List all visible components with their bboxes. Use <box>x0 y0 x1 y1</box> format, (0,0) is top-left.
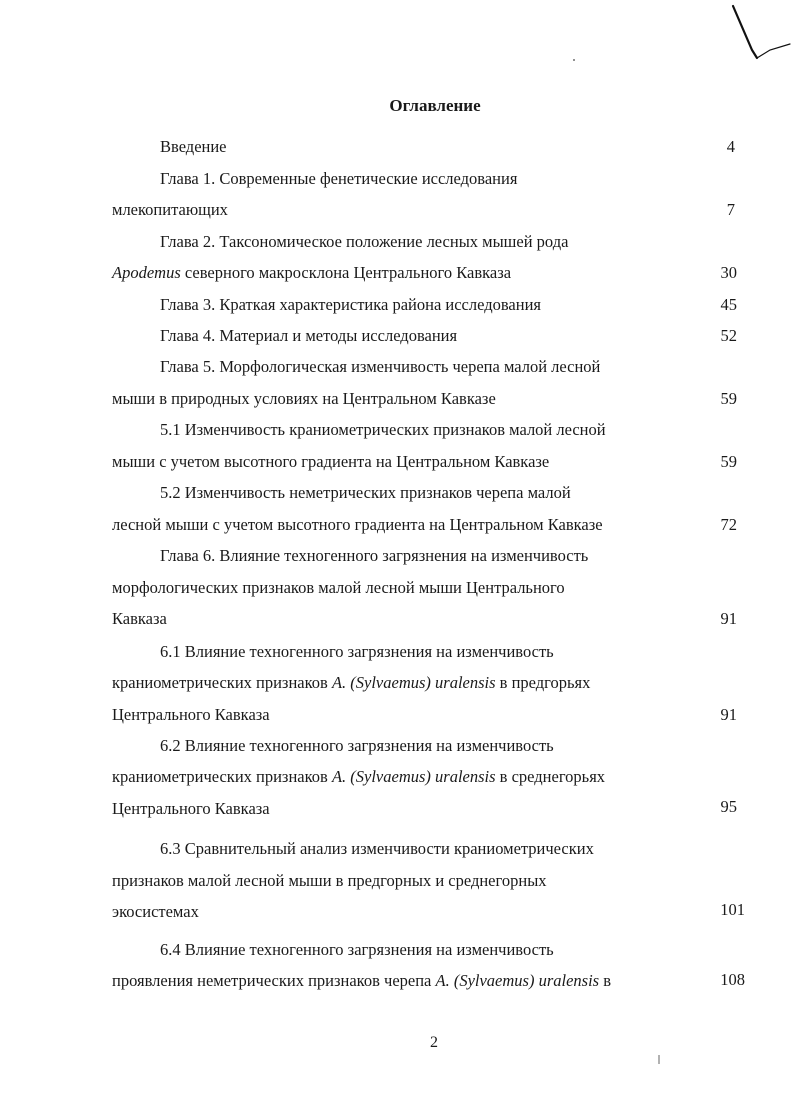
toc-entry-section-6-2-cont <box>112 767 605 787</box>
toc-page-number: 108 <box>720 970 745 989</box>
toc-page-number: 59 <box>720 389 737 408</box>
toc-page-number: 45 <box>720 295 737 314</box>
text: в среднегорьях <box>499 767 606 786</box>
text: проявления неметрических признаков черепа <box>112 971 432 990</box>
toc-page-number: 7 <box>726 200 735 219</box>
toc-entry-section-6-2-cont2: Центрального Кавказа <box>112 799 270 818</box>
toc-entry-chapter-6-cont: морфологических признаков малой лесной мыши Центрального <box>112 578 565 597</box>
toc-entry-section-5-2: 5.2 Изменчивость неметрических признаков черепа малой <box>160 483 571 502</box>
toc-entry-chapter-6-cont2: Кавказа <box>112 609 167 628</box>
toc-entry-section-6-2: 6.2 Влияние техногенного загрязнения на изменчивость <box>160 736 554 755</box>
toc-page-number: 4 <box>726 137 735 156</box>
toc-entry-chapter-3: Глава 3. Краткая характеристика района исследования <box>160 295 542 314</box>
toc-page-number: 95 <box>720 797 737 816</box>
chapter-2-text: северного макросклона Центрального Кавказа <box>184 263 512 282</box>
toc-entry-section-6-1-cont <box>112 673 590 693</box>
toc-page-number: 59 <box>720 452 737 471</box>
toc-page-number: 72 <box>720 515 737 534</box>
text: краниометрических признаков <box>112 767 328 786</box>
toc-entry-chapter-5: Глава 5. Морфологическая изменчивость черепа малой лесной <box>160 357 601 376</box>
toc-entry-section-5-1: 5.1 Изменчивость краниометрических признаков малой лесной <box>160 420 606 439</box>
toc-entry-section-5-2-cont: лесной мыши с учетом высотного градиента на Центральном Кавказе <box>112 515 603 534</box>
toc-entry-intro: Введение <box>160 137 227 156</box>
toc-entry-section-5-1-cont: мыши с учетом высотного градиента на Центральном Кавказе <box>112 452 550 471</box>
toc-entry-chapter-4: Глава 4. Материал и методы исследования <box>160 326 458 345</box>
toc-page-number: 101 <box>720 900 745 919</box>
toc-entry-chapter-2-cont <box>112 263 511 283</box>
toc-entry-chapter-5-cont: мыши в природных условиях на Центральном Кавказе <box>112 389 496 408</box>
genus-name: Apodemus <box>112 263 181 282</box>
toc-entry-section-6-4: 6.4 Влияние техногенного загрязнения на изменчивость <box>160 940 554 959</box>
species-name: A. (Sylvaemus) uralensis <box>435 971 600 990</box>
toc-entry-chapter-6: Глава 6. Влияние техногенного загрязнения на изменчивость <box>160 546 589 565</box>
toc-entry-chapter-2: Глава 2. Таксономическое положение лесных мышей рода <box>160 232 569 251</box>
page-number: 2 <box>430 1034 438 1051</box>
toc-entry-chapter-1-cont: млекопитающих <box>112 200 228 219</box>
toc-title: Оглавление <box>389 96 481 115</box>
toc-entry-section-6-1-cont2: Центрального Кавказа <box>112 705 270 724</box>
species-name: A. (Sylvaemus) uralensis <box>331 673 496 692</box>
toc-entry-section-6-3-cont2: экосистемах <box>112 902 199 921</box>
species-name: A. (Sylvaemus) uralensis <box>331 767 496 786</box>
toc-entry-section-6-3: 6.3 Сравнительный анализ изменчивости краниометрических <box>160 839 594 858</box>
toc-entry-section-6-1: 6.1 Влияние техногенного загрязнения на изменчивость <box>160 642 554 661</box>
toc-page-number: 30 <box>720 263 737 282</box>
toc-page-number: 52 <box>720 326 737 345</box>
toc-page-number: 91 <box>720 705 737 724</box>
text: в <box>603 971 612 990</box>
toc-entry-section-6-4-cont <box>112 971 611 991</box>
toc-entry-chapter-1: Глава 1. Современные фенетические исследования <box>160 169 518 188</box>
text: краниометрических признаков <box>112 673 328 692</box>
toc-page-number: 91 <box>720 609 737 628</box>
toc-entry-section-6-3-cont: признаков малой лесной мыши в предгорных и среднегорных <box>112 871 547 890</box>
text: в предгорьях <box>499 673 591 692</box>
